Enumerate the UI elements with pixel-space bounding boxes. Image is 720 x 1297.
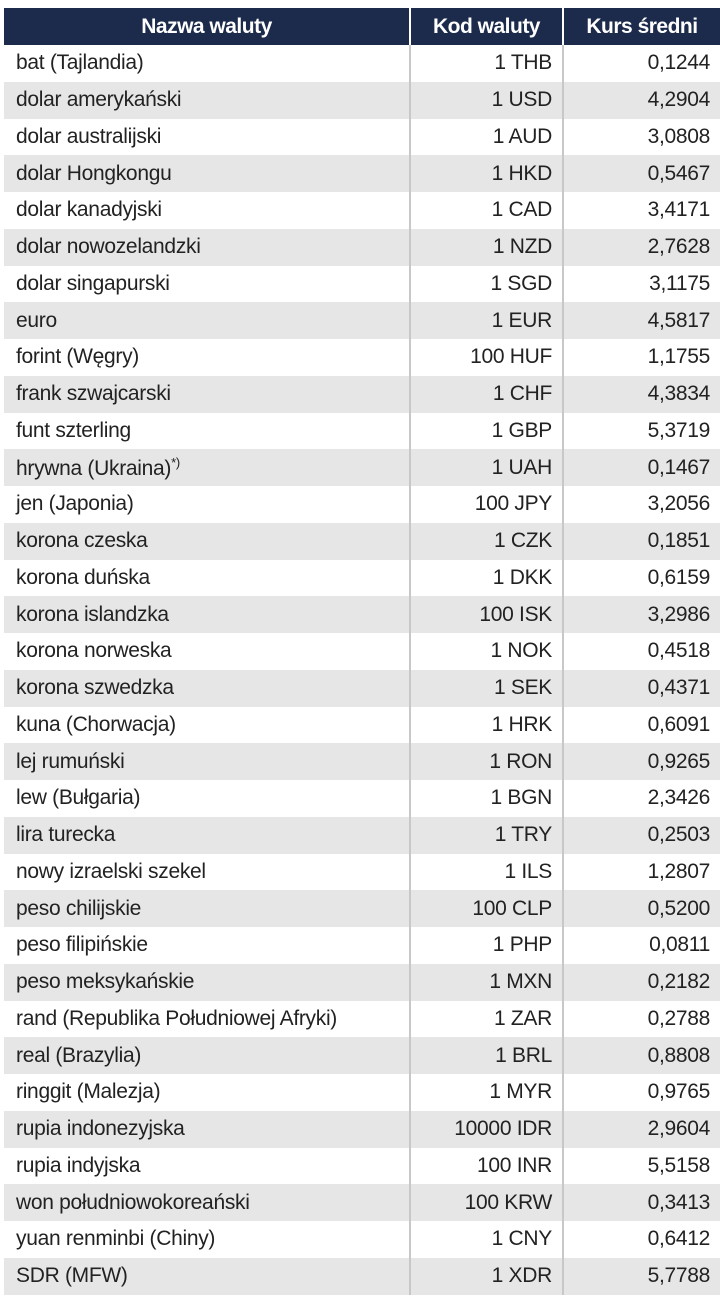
currency-name: lej rumuński — [4, 743, 410, 780]
currency-name: peso filipińskie — [4, 927, 410, 964]
table-row — [4, 890, 720, 927]
currency-name: jen (Japonia) — [4, 486, 410, 523]
average-rate: 0,1244 — [647, 51, 710, 75]
average-rate: 1,2807 — [647, 859, 710, 883]
currency-code: 1 ILS — [410, 854, 563, 891]
average-rate: 2,9604 — [563, 1111, 720, 1148]
average-rate: 0,4371 — [563, 670, 720, 707]
table-row — [4, 670, 720, 707]
table-row — [4, 964, 720, 1001]
average-rate: 0,3413 — [563, 1184, 720, 1221]
currency-name: funt szterling — [4, 413, 410, 450]
currency-code: 1 AUD — [410, 119, 563, 156]
average-rate: 4,2904 — [563, 82, 720, 119]
table-row — [4, 927, 720, 964]
currency-code: 100 CLP — [410, 890, 563, 927]
currency-name: peso meksykańskie — [4, 964, 410, 1001]
currency-name: dolar kanadyjski — [4, 192, 410, 229]
average-rate: 0,2182 — [563, 964, 720, 1001]
currency-code: 1 BRL — [410, 1037, 563, 1074]
table-row — [4, 854, 720, 891]
currency-code: 1 CHF — [410, 376, 563, 413]
currency-name: dolar nowozelandzki — [4, 229, 410, 266]
currency-code: 1 XDR — [410, 1258, 563, 1295]
currency-name: lira turecka — [4, 817, 410, 854]
average-rate: 0,6159 — [647, 565, 710, 589]
currency-name: korona czeska — [4, 523, 410, 560]
currency-code: 1 RON — [410, 743, 563, 780]
average-rate: 3,2986 — [563, 596, 720, 633]
currency-code: 1 MXN — [410, 964, 563, 1001]
table-row — [4, 1184, 720, 1221]
table-row — [4, 155, 720, 192]
average-rate: 5,5158 — [647, 1153, 710, 1177]
table-row — [4, 1111, 720, 1148]
currency-code: 100 KRW — [410, 1184, 563, 1221]
currency-code: 1 CZK — [410, 523, 563, 560]
currency-code: 100 HUF — [410, 339, 563, 376]
currency-name: rupia indyjska — [4, 1148, 410, 1185]
currency-code: 1 HRK — [410, 707, 563, 744]
currency-code: 1 BGN — [410, 780, 563, 817]
average-rate: 0,8808 — [563, 1037, 720, 1074]
average-rate: 0,9765 — [647, 1080, 710, 1104]
average-rate: 0,6091 — [647, 712, 710, 736]
currency-code: 1 ZAR — [410, 1001, 563, 1038]
currency-code: 1 MYR — [410, 1074, 563, 1111]
average-rate: 5,7788 — [563, 1258, 720, 1295]
currency-name: kuna (Chorwacja) — [4, 707, 410, 744]
table-row — [4, 119, 720, 156]
average-rate: 5,3719 — [647, 418, 710, 442]
currency-code: 1 UAH — [410, 449, 563, 486]
currency-code: 100 INR — [410, 1148, 563, 1185]
currency-code: 10000 IDR — [410, 1111, 563, 1148]
currency-code: 1 THB — [410, 45, 563, 82]
table-row — [4, 45, 720, 82]
average-rate: 0,9265 — [563, 743, 720, 780]
currency-name: bat (Tajlandia) — [4, 45, 410, 82]
currency-code: 1 PHP — [410, 927, 563, 964]
currency-name: dolar Hongkongu — [4, 155, 410, 192]
currency-code: 1 EUR — [410, 302, 563, 339]
table-row — [4, 1221, 720, 1258]
average-rate: 0,4518 — [647, 639, 710, 663]
table-row — [4, 266, 720, 303]
table-row — [4, 82, 720, 119]
currency-name: SDR (MFW) — [4, 1258, 410, 1295]
currency-code: 1 HKD — [410, 155, 563, 192]
average-rate: 3,2056 — [647, 492, 710, 516]
currency-name: korona szwedzka — [4, 670, 410, 707]
average-rate: 0,1467 — [563, 449, 720, 486]
currency-name: nowy izraelski szekel — [4, 854, 410, 891]
table-row — [4, 229, 720, 266]
currency-name: rand (Republika Południowej Afryki) — [4, 1001, 410, 1038]
average-rate: 3,4171 — [647, 198, 710, 222]
currency-name: euro — [4, 302, 410, 339]
currency-code: 1 USD — [410, 82, 563, 119]
header-currency-code: Kod waluty — [410, 8, 563, 45]
currency-code: 100 JPY — [410, 486, 563, 523]
table-row — [4, 449, 720, 486]
currency-name: korona norweska — [4, 633, 410, 670]
table-row — [4, 560, 720, 597]
average-rate: 3,0808 — [647, 124, 710, 148]
table-row — [4, 339, 720, 376]
currency-name: won południowokoreański — [4, 1184, 410, 1221]
currency-name: korona duńska — [4, 560, 410, 597]
table-body — [4, 45, 720, 1295]
average-rate: 0,0811 — [649, 933, 710, 957]
currency-code: 1 CNY — [410, 1221, 563, 1258]
currency-name: dolar amerykański — [4, 82, 410, 119]
table-row — [4, 192, 720, 229]
table-row — [4, 817, 720, 854]
table-row — [4, 1148, 720, 1185]
currency-name: lew (Bułgaria) — [4, 780, 410, 817]
table-row — [4, 376, 720, 413]
table-row — [4, 707, 720, 744]
table-row — [4, 596, 720, 633]
table-row — [4, 743, 720, 780]
currency-code: 1 NZD — [410, 229, 563, 266]
currency-code: 1 SEK — [410, 670, 563, 707]
currency-code: 1 SGD — [410, 266, 563, 303]
currency-code: 100 ISK — [410, 596, 563, 633]
currency-code: 1 NOK — [410, 633, 563, 670]
average-rate: 2,3426 — [647, 786, 710, 810]
table-row — [4, 633, 720, 670]
average-rate: 0,5467 — [563, 155, 720, 192]
table-row — [4, 1074, 720, 1111]
table-row — [4, 1258, 720, 1295]
table-row — [4, 1001, 720, 1038]
currency-code: 1 DKK — [410, 560, 563, 597]
average-rate: 0,2788 — [647, 1006, 710, 1030]
currency-name: ringgit (Malezja) — [4, 1074, 410, 1111]
currency-code: 1 GBP — [410, 413, 563, 450]
currency-name: peso chilijskie — [4, 890, 410, 927]
currency-name: yuan renminbi (Chiny) — [4, 1221, 410, 1258]
header-currency-name: Nazwa waluty — [4, 8, 410, 45]
table-row — [4, 413, 720, 450]
table-row — [4, 1037, 720, 1074]
currency-name: dolar australijski — [4, 119, 410, 156]
currency-code: 1 TRY — [410, 817, 563, 854]
average-rate: 4,3834 — [563, 376, 720, 413]
average-rate: 0,1851 — [563, 523, 720, 560]
table-row — [4, 486, 720, 523]
currency-name: korona islandzka — [4, 596, 410, 633]
currency-name: hrywna (Ukraina)*) — [4, 449, 410, 486]
table-row — [4, 302, 720, 339]
average-rate: 0,2503 — [563, 817, 720, 854]
currency-name: frank szwajcarski — [4, 376, 410, 413]
currency-name: forint (Węgry) — [4, 339, 410, 376]
header-average-rate: Kurs średni — [563, 8, 720, 45]
currency-code: 1 CAD — [410, 192, 563, 229]
table-row — [4, 780, 720, 817]
footnote-marker: *) — [171, 454, 180, 470]
currency-name: rupia indonezyjska — [4, 1111, 410, 1148]
exchange-rate-table — [4, 8, 720, 1295]
currency-name: dolar singapurski — [4, 266, 410, 303]
average-rate: 0,6412 — [647, 1227, 710, 1251]
table-row — [4, 523, 720, 560]
average-rate: 1,1755 — [647, 345, 710, 369]
currency-name: real (Brazylia) — [4, 1037, 410, 1074]
average-rate: 4,5817 — [563, 302, 720, 339]
average-rate: 0,5200 — [563, 890, 720, 927]
average-rate: 2,7628 — [563, 229, 720, 266]
table-header-row — [4, 8, 720, 45]
average-rate: 3,1175 — [649, 271, 710, 295]
